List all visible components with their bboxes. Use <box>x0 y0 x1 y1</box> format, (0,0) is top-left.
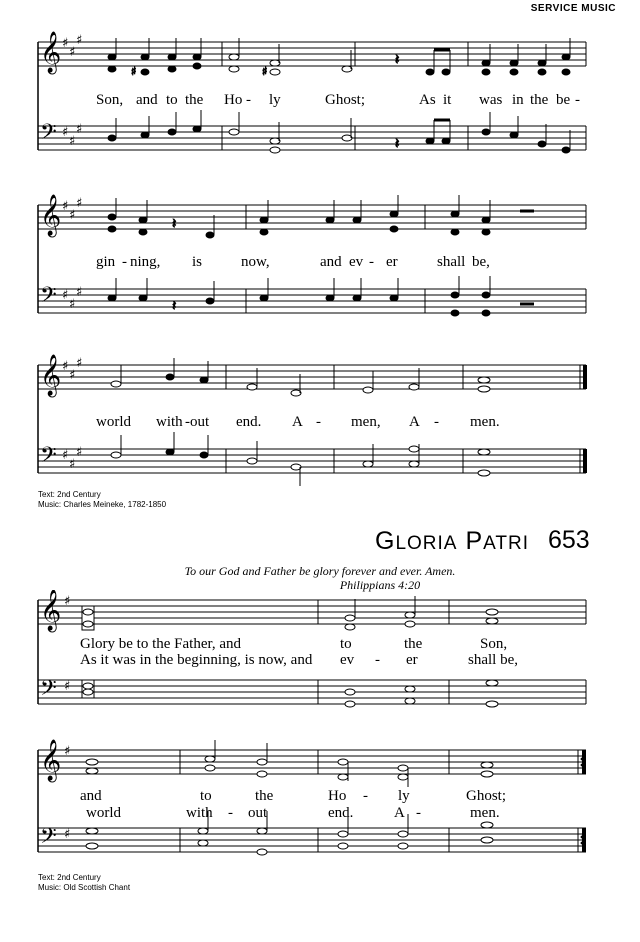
hymn-a-credits: Text: 2nd Century Music: Charles Meineke, 1782-1850 <box>38 490 167 509</box>
bass-clef-icon: 𝄢 <box>40 283 57 313</box>
svg-text:♯: ♯ <box>69 297 76 312</box>
bass-clef-icon: 𝄢 <box>40 824 57 854</box>
svg-text:♯: ♯ <box>69 208 76 223</box>
svg-text:♯: ♯ <box>69 45 76 60</box>
svg-text:♯: ♯ <box>76 285 83 300</box>
svg-text:𝄽: 𝄽 <box>395 136 400 152</box>
svg-text:𝄽: 𝄽 <box>395 52 400 68</box>
svg-text:♯: ♯ <box>76 356 83 371</box>
treble-clef-icon: 𝄞 <box>40 32 62 73</box>
bass-clef-icon: 𝄢 <box>40 443 57 473</box>
svg-text:♯: ♯ <box>62 359 69 374</box>
svg-text:♯: ♯ <box>64 679 71 694</box>
svg-text:♯: ♯ <box>62 199 69 214</box>
scripture-quote: To our God and Father be glory forever and ever. Amen. <box>184 564 456 578</box>
svg-text:♯: ♯ <box>76 445 83 460</box>
svg-text:♯: ♯ <box>131 65 137 78</box>
svg-text:♯: ♯ <box>69 134 76 149</box>
svg-text:♯: ♯ <box>62 36 69 51</box>
sharp-icon <box>62 33 82 472</box>
svg-text:♯: ♯ <box>62 448 69 463</box>
treble-clef-icon: 𝄞 <box>40 195 62 236</box>
svg-text:♯: ♯ <box>262 65 268 78</box>
svg-text:♯: ♯ <box>69 457 76 472</box>
hymn-title: GLORIA PATRI <box>375 527 529 555</box>
svg-text:♯: ♯ <box>62 288 69 303</box>
svg-text:♯: ♯ <box>64 594 71 609</box>
svg-text:♯: ♯ <box>64 744 71 759</box>
svg-text:♯: ♯ <box>69 368 76 383</box>
gloria-credits: Text: 2nd Century Music: Old Scottish Chant <box>38 873 131 892</box>
treble-clef-icon: 𝄞 <box>40 355 62 396</box>
svg-text:♯: ♯ <box>76 196 83 211</box>
bass-clef-icon: 𝄢 <box>40 120 57 150</box>
treble-clef-icon: 𝄞 <box>40 740 62 781</box>
svg-text:♯: ♯ <box>76 33 83 48</box>
svg-text:𝄽: 𝄽 <box>172 298 177 314</box>
svg-text:♯: ♯ <box>76 122 83 137</box>
svg-text:♯: ♯ <box>64 827 71 842</box>
section-header: SERVICE MUSIC <box>530 3 616 14</box>
svg-text:𝄽: 𝄽 <box>172 216 177 232</box>
bass-clef-icon: 𝄢 <box>40 676 57 706</box>
hymn-number: 653 <box>548 526 590 554</box>
treble-clef-icon: 𝄞 <box>40 590 62 631</box>
svg-text:♯: ♯ <box>62 125 69 140</box>
scripture-reference: Philippians 4:20 <box>339 578 421 592</box>
gloria-patri-score <box>0 590 640 880</box>
